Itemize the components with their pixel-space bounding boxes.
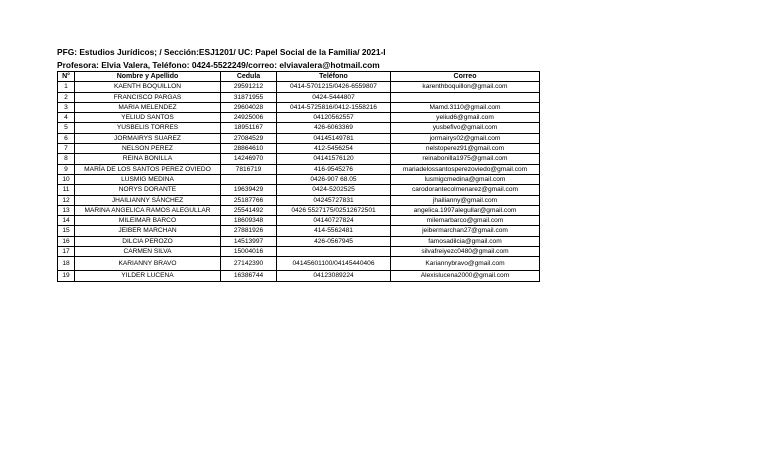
table-row bbox=[58, 102, 540, 112]
table-row bbox=[58, 195, 540, 205]
row-email-cell: Kariannybravo@gmail.com bbox=[391, 257, 540, 271]
row-cedula-cell: 25541492 bbox=[221, 205, 277, 215]
row-number-cell: 7 bbox=[58, 144, 75, 154]
column-header-email: Correo bbox=[391, 72, 540, 82]
row-email-cell: carodorantecolmenarez@gmail.com bbox=[391, 185, 540, 195]
row-name-cell: REINA BONILLA bbox=[75, 154, 221, 164]
row-number-cell: 19 bbox=[58, 271, 75, 281]
row-number-cell: 3 bbox=[58, 102, 75, 112]
row-phone-cell: 04145149781 bbox=[277, 133, 391, 143]
column-header-cedula: Cedula bbox=[221, 72, 277, 82]
table-row bbox=[58, 164, 540, 174]
table-row bbox=[58, 154, 540, 164]
row-number-cell: 11 bbox=[58, 185, 75, 195]
row-number-cell: 4 bbox=[58, 113, 75, 123]
row-cedula-cell: 29604028 bbox=[221, 102, 277, 112]
row-email-cell: mariadelossantosperezoviedo@gmail.com bbox=[391, 164, 540, 174]
table-row bbox=[58, 205, 540, 215]
row-email-cell: silvafreiyezc0480@gmail.com bbox=[391, 247, 540, 257]
row-email-cell: yusbeflvo@gmail.com bbox=[391, 123, 540, 133]
row-name-cell: NELSON PEREZ bbox=[75, 144, 221, 154]
row-phone-cell: 04141576120 bbox=[277, 154, 391, 164]
row-number-cell: 6 bbox=[58, 133, 75, 143]
row-number-cell: 17 bbox=[58, 247, 75, 257]
table-row bbox=[58, 271, 540, 281]
row-email-cell: jeibermarchan27@gmail.com bbox=[391, 226, 540, 236]
column-header-number: N° bbox=[58, 72, 75, 82]
row-cedula-cell bbox=[221, 174, 277, 184]
row-cedula-cell: 27142390 bbox=[221, 257, 277, 271]
row-email-cell: famosadilcia@gmail.com bbox=[391, 236, 540, 246]
row-cedula-cell: 31871955 bbox=[221, 92, 277, 102]
row-phone-cell: 426-6063369 bbox=[277, 123, 391, 133]
column-header-name: Nombre y Apellido bbox=[75, 72, 221, 82]
row-email-cell: milemarbarco@gmail.com bbox=[391, 216, 540, 226]
table-row bbox=[58, 174, 540, 184]
row-email-cell: jormairys02@gmail.com bbox=[391, 133, 540, 143]
row-phone-cell: 426-0567945 bbox=[277, 236, 391, 246]
row-phone-cell: 0426-907 68.05 bbox=[277, 174, 391, 184]
row-name-cell: KAENTH BOQUILLON bbox=[75, 82, 221, 92]
row-name-cell: YELIUD SANTOS bbox=[75, 113, 221, 123]
row-cedula-cell: 16386744 bbox=[221, 271, 277, 281]
row-phone-cell: 04123089224 bbox=[277, 271, 391, 281]
row-name-cell: KARIANNY BRAVO bbox=[75, 257, 221, 271]
row-email-cell: Mamd.3110@gmail.com bbox=[391, 102, 540, 112]
row-phone-cell: 0424-5202525 bbox=[277, 185, 391, 195]
row-email-cell bbox=[391, 92, 540, 102]
row-cedula-cell: 7816719 bbox=[221, 164, 277, 174]
table-row bbox=[58, 144, 540, 154]
row-name-cell: JEIBER MARCHAN bbox=[75, 226, 221, 236]
row-name-cell: NORYS DORANTE bbox=[75, 185, 221, 195]
row-number-cell: 2 bbox=[58, 92, 75, 102]
row-cedula-cell: 25187766 bbox=[221, 195, 277, 205]
row-name-cell: JHAILIANNY SÁNCHEZ bbox=[75, 195, 221, 205]
table-row bbox=[58, 92, 540, 102]
row-phone-cell: 04145601100/04145440406 bbox=[277, 257, 391, 271]
table-row bbox=[58, 185, 540, 195]
row-phone-cell: 414-5562481 bbox=[277, 226, 391, 236]
row-cedula-cell: 29591212 bbox=[221, 82, 277, 92]
students-table bbox=[57, 71, 540, 282]
row-email-cell: reinabonilla1975@gmail.com bbox=[391, 154, 540, 164]
row-cedula-cell: 14513997 bbox=[221, 236, 277, 246]
row-cedula-cell: 28864610 bbox=[221, 144, 277, 154]
row-email-cell: Alexislucena2000@gmail.com bbox=[391, 271, 540, 281]
row-name-cell: MARÍA DE LOS SANTOS PEREZ OVIEDO bbox=[75, 164, 221, 174]
row-email-cell: lusmigcmedina@gmail.com bbox=[391, 174, 540, 184]
row-phone-cell bbox=[277, 247, 391, 257]
row-number-cell: 10 bbox=[58, 174, 75, 184]
column-header-phone: Teléfono bbox=[277, 72, 391, 82]
row-number-cell: 15 bbox=[58, 226, 75, 236]
row-phone-cell: 0424-5444807 bbox=[277, 92, 391, 102]
row-email-cell: nelstoperez91@gmail.com bbox=[391, 144, 540, 154]
table-row bbox=[58, 123, 540, 133]
row-phone-cell: 416-9545276 bbox=[277, 164, 391, 174]
row-name-cell: FRANCISCO PARGAS bbox=[75, 92, 221, 102]
row-number-cell: 8 bbox=[58, 154, 75, 164]
row-name-cell: CARMEN SILVA bbox=[75, 247, 221, 257]
row-cedula-cell: 18951167 bbox=[221, 123, 277, 133]
table-row bbox=[58, 113, 540, 123]
row-number-cell: 12 bbox=[58, 195, 75, 205]
row-phone-cell: 04140727824 bbox=[277, 216, 391, 226]
table-row bbox=[58, 236, 540, 246]
row-phone-cell: 0414-5725816/0412-1558216 bbox=[277, 102, 391, 112]
row-name-cell: YILDER LUCENA bbox=[75, 271, 221, 281]
row-cedula-cell: 27084529 bbox=[221, 133, 277, 143]
row-number-cell: 1 bbox=[58, 82, 75, 92]
table-header-row bbox=[58, 72, 540, 82]
row-name-cell: YUSBELIS TORRES bbox=[75, 123, 221, 133]
row-phone-cell: 04245727831 bbox=[277, 195, 391, 205]
row-name-cell: MARINA ANGELICA RAMOS ALEGULLAR bbox=[75, 205, 221, 215]
row-name-cell: DILCIA PEROZO bbox=[75, 236, 221, 246]
row-email-cell: yeliud6@gmail.com bbox=[391, 113, 540, 123]
row-email-cell: angelica.1997alegullar@gmail.com bbox=[391, 205, 540, 215]
table-row bbox=[58, 226, 540, 236]
row-phone-cell: 0414-5701215/0426-6559807 bbox=[277, 82, 391, 92]
row-phone-cell: 0426 5527175/02512672501 bbox=[277, 205, 391, 215]
document-title-line: PFG: Estudios Jurídicos; / Sección:ESJ1201/ UC: Papel Social de la Familia/ 2021-I bbox=[57, 47, 386, 57]
row-cedula-cell: 18609348 bbox=[221, 216, 277, 226]
row-cedula-cell: 27881926 bbox=[221, 226, 277, 236]
row-number-cell: 9 bbox=[58, 164, 75, 174]
row-email-cell: karenthboquillon@gmail.com bbox=[391, 82, 540, 92]
table-row bbox=[58, 216, 540, 226]
row-email-cell: jhailianny@gmail.com bbox=[391, 195, 540, 205]
row-name-cell: MILEIMAR BARCO bbox=[75, 216, 221, 226]
row-name-cell: LUSMIG MEDINA bbox=[75, 174, 221, 184]
professor-info-line: Profesora: Elvia Valera, Teléfono: 0424-5522249/correo: elviavalera@hotmail.com bbox=[57, 60, 380, 70]
row-number-cell: 16 bbox=[58, 236, 75, 246]
row-cedula-cell: 19639429 bbox=[221, 185, 277, 195]
row-number-cell: 18 bbox=[58, 257, 75, 271]
row-cedula-cell: 14246970 bbox=[221, 154, 277, 164]
row-number-cell: 13 bbox=[58, 205, 75, 215]
row-phone-cell: 04120562557 bbox=[277, 113, 391, 123]
table-row bbox=[58, 247, 540, 257]
table-row bbox=[58, 133, 540, 143]
row-name-cell: MARIA MELENDEZ bbox=[75, 102, 221, 112]
row-number-cell: 5 bbox=[58, 123, 75, 133]
table-row bbox=[58, 257, 540, 271]
row-name-cell: JORMAIRYS SUAREZ bbox=[75, 133, 221, 143]
row-cedula-cell: 24925006 bbox=[221, 113, 277, 123]
table-row bbox=[58, 82, 540, 92]
row-number-cell: 14 bbox=[58, 216, 75, 226]
row-phone-cell: 412-5456254 bbox=[277, 144, 391, 154]
row-cedula-cell: 15004016 bbox=[221, 247, 277, 257]
